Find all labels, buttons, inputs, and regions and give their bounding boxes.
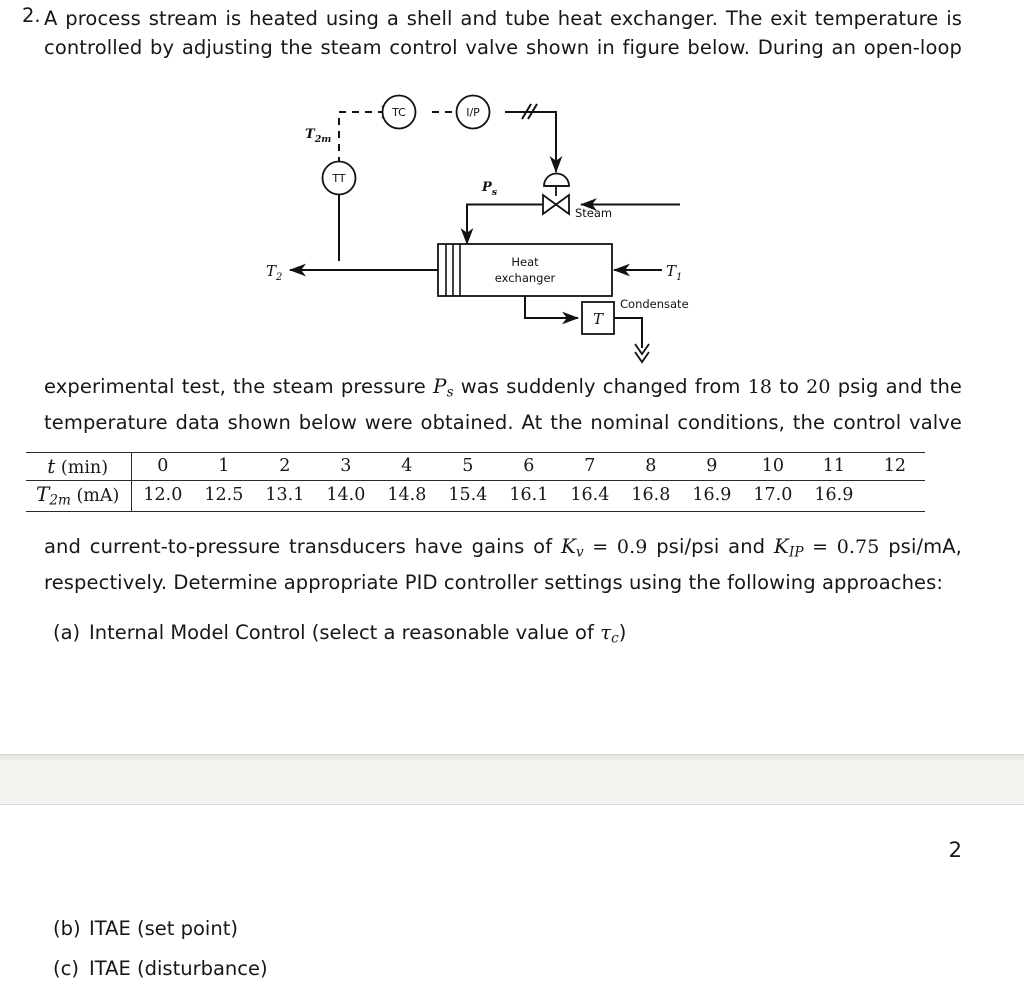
- table-row-time: [26, 453, 925, 481]
- heat-exchanger-shell: [438, 244, 612, 296]
- tag-steam-trap-label: T: [592, 310, 604, 328]
- part-a-text: Internal Model Control (select a reasonable value of: [89, 621, 601, 644]
- cell-signal-4: 14.8: [376, 481, 437, 512]
- condensate-outlet-line: [614, 318, 642, 348]
- cell-signal-0: 12.0: [132, 481, 194, 512]
- part-b-label: (b): [53, 917, 81, 940]
- body-line-3: and current-to-pressure transducers have gains of $K_v = 0.9$ psi/psi and $K_{IP} = 0.75$ psi/mA,: [44, 534, 962, 561]
- intro-line-1: A process stream is heated using a shell and tube heat exchanger. The exit temperature is: [44, 7, 962, 30]
- table-bottom-rule: [26, 511, 925, 512]
- cell-signal-6: 16.1: [498, 481, 559, 512]
- tag-tc-label: TC: [392, 106, 406, 119]
- condensate-line-to-trap: [525, 296, 572, 318]
- cell-signal-11: 16.9: [803, 481, 864, 512]
- label-ps: $P_s$: [482, 180, 498, 198]
- cell-signal-1: 12.5: [193, 481, 254, 512]
- cell-time-12: 12: [864, 453, 925, 481]
- intro-line-2: controlled by adjusting the steam control valve shown in figure below. During an open-loop: [44, 36, 962, 59]
- cell-signal-2: 13.1: [254, 481, 315, 512]
- cell-time-7: 7: [559, 453, 620, 481]
- part-a-text-end: ): [618, 621, 627, 644]
- label-t1: $T_1$: [666, 262, 683, 283]
- valve-body-right: [556, 195, 569, 214]
- cell-signal-12: [864, 481, 925, 512]
- label-heat-exchanger-line2: exchanger: [494, 271, 556, 285]
- part-a-symbol: $\tau_c$: [600, 620, 619, 647]
- row-header-time: t (min): [26, 453, 132, 481]
- cell-time-1: 1: [193, 453, 254, 481]
- label-condensate: Condensate: [620, 297, 689, 311]
- process-flow-diagram: [250, 86, 700, 374]
- part-c: [53, 957, 268, 980]
- problem-number: 2.: [22, 4, 41, 27]
- label-heat-exchanger-line1: Heat: [511, 255, 539, 269]
- cell-time-4: 4: [376, 453, 437, 481]
- cell-time-5: 5: [437, 453, 498, 481]
- table-row-signal: [26, 481, 925, 512]
- page-separator-band: [0, 754, 1024, 805]
- problem-intro-paragraph: [44, 4, 962, 62]
- valve-body-left: [543, 195, 556, 214]
- body-line-2: temperature data shown below were obtained. At the nominal conditions, the control valve: [44, 410, 962, 434]
- cell-signal-5: 15.4: [437, 481, 498, 512]
- part-c-label: (c): [53, 957, 79, 980]
- data-table-element: [26, 452, 925, 512]
- page-separator-sheen: [0, 755, 1024, 762]
- cell-time-8: 8: [620, 453, 681, 481]
- part-b-text: ITAE (set point): [89, 917, 238, 940]
- body-line-4: respectively. Determine appropriate PID controller settings using the following approaches:: [44, 570, 944, 594]
- steam-line-ps: [467, 205, 543, 237]
- part-b: [53, 917, 238, 940]
- part-c-text: ITAE (disturbance): [89, 957, 268, 980]
- problem-body-paragraph-2: [44, 532, 962, 597]
- tag-ip-label: I/P: [466, 106, 480, 119]
- tag-tt-label: TT: [332, 172, 346, 185]
- valve-actuator-dome: [544, 174, 569, 187]
- cell-signal-8: 16.8: [620, 481, 681, 512]
- cell-signal-7: 16.4: [559, 481, 620, 512]
- part-a-label: (a): [53, 621, 81, 644]
- label-t2: $T_2$: [266, 262, 283, 283]
- cell-time-6: 6: [498, 453, 559, 481]
- cell-time-9: 9: [681, 453, 742, 481]
- row-header-signal: $T_{2m}$ (mA): [26, 481, 132, 512]
- pneumatic-line-to-actuator: [537, 112, 556, 164]
- cell-time-11: 11: [803, 453, 864, 481]
- problem-body-paragraph-1: [44, 372, 962, 437]
- cell-time-0: 0: [132, 453, 194, 481]
- label-t2m: $T_{2m}$: [305, 127, 332, 145]
- part-a: [53, 620, 626, 647]
- cell-signal-10: 17.0: [742, 481, 803, 512]
- cell-time-3: 3: [315, 453, 376, 481]
- cell-signal-9: 16.9: [681, 481, 742, 512]
- cell-signal-3: 14.0: [315, 481, 376, 512]
- label-steam: Steam: [575, 206, 613, 220]
- page-number: 2: [948, 838, 962, 862]
- body-line-1: experimental test, the steam pressure $P_s$ was suddenly changed from 18 to 20 psig and the: [44, 374, 963, 401]
- cell-time-10: 10: [742, 453, 803, 481]
- temperature-data-table: [26, 452, 926, 512]
- cell-time-2: 2: [254, 453, 315, 481]
